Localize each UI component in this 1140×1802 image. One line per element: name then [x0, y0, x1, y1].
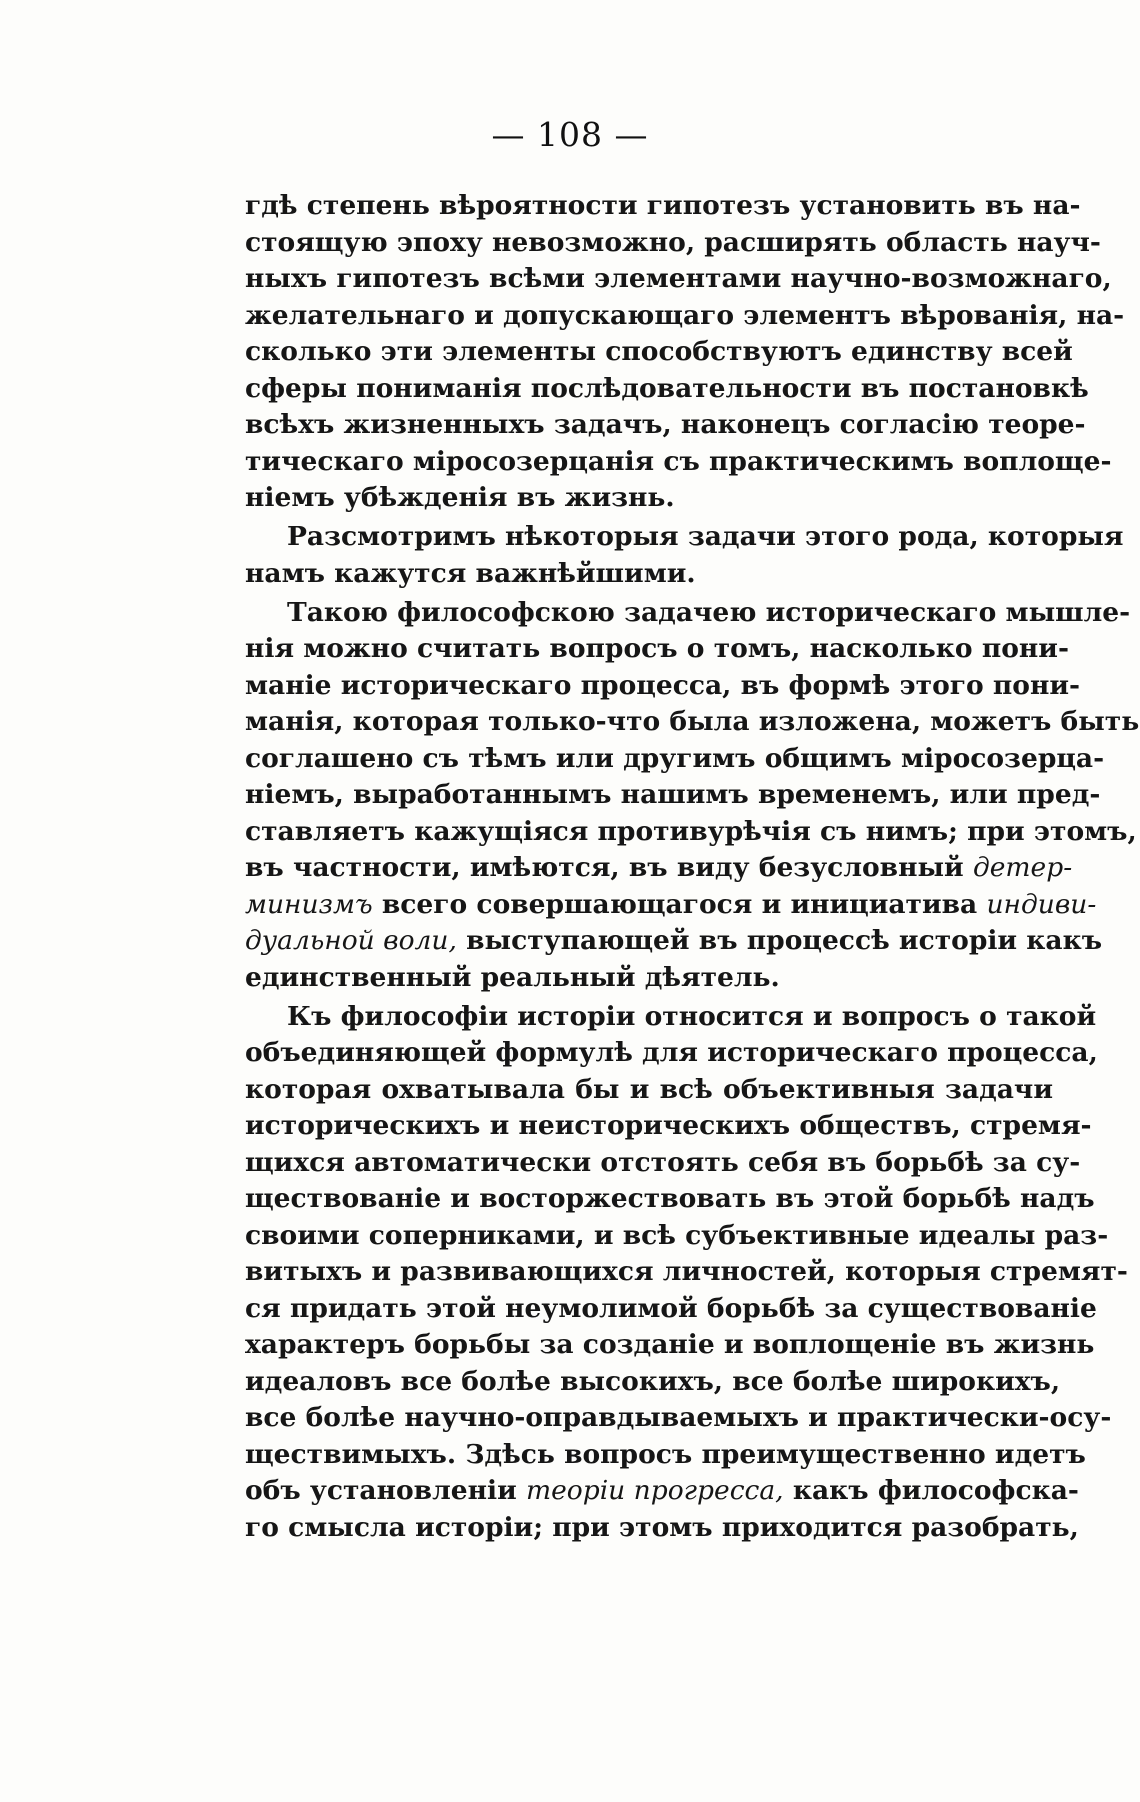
- text-run: своими соперниками, и всѣ субъективные идеалы раз-: [245, 1219, 1109, 1251]
- text-line: [245, 519, 1124, 556]
- text-line: [245, 556, 1053, 593]
- text-line: [245, 298, 1125, 335]
- text-run: какъ философска-: [783, 1475, 1079, 1506]
- text-line: [245, 814, 1137, 851]
- text-run: маніе историческаго процесса, въ формѣ этого пони-: [245, 669, 1081, 701]
- text-run: соглашено съ тѣмъ или другимъ общимъ міросозерца-: [245, 742, 1105, 774]
- text-line: [245, 704, 1140, 741]
- text-run: единственный реальный дѣятель.: [245, 961, 780, 993]
- text-line: [245, 1400, 1112, 1437]
- text-run: сколько эти элементы способствуютъ единству всей: [245, 336, 1073, 367]
- italic-text: индиви-: [986, 888, 1097, 920]
- italic-text: минизмъ: [245, 888, 373, 920]
- text-line: [245, 1473, 1079, 1510]
- text-run: ществимыхъ. Здѣсь вопросъ преимущественно идетъ: [245, 1438, 1086, 1470]
- text-run: объединяющей формулѣ для историческаго процесса,: [245, 1037, 1098, 1068]
- text-line: [245, 480, 1053, 517]
- text-line: [245, 1108, 1092, 1145]
- text-line: [245, 887, 1097, 924]
- text-run: объ установленіи: [245, 1475, 526, 1506]
- text-run: щихся автоматически отстоять себя въ борьбѣ за су-: [245, 1146, 1081, 1178]
- text-line: [245, 225, 1101, 262]
- text-run: ныхъ гипотезъ всѣми элементами научно-возможнаго,: [245, 263, 1112, 294]
- text-line: [245, 1437, 1086, 1474]
- body-text: [245, 188, 1140, 1549]
- text-line: [245, 188, 1081, 225]
- text-line: [245, 631, 1069, 668]
- text-run: ся придать этой неумолимой борьбѣ за существованіе: [245, 1292, 1097, 1324]
- text-run: характеръ борьбы за созданіе и воплощеніе въ жизнь: [245, 1329, 1095, 1360]
- text-line: [245, 1291, 1097, 1328]
- text-line: [245, 1327, 1095, 1364]
- text-run: желательнаго и допускающаго элементъ вѣрованія, на-: [245, 299, 1125, 331]
- text-line: [245, 1072, 1053, 1109]
- paragraph: [245, 519, 1124, 592]
- italic-text: дуальной воли,: [245, 925, 457, 956]
- text-run: витыхъ и развивающихся личностей, которыя стремят-: [245, 1256, 1128, 1287]
- text-line: [245, 1145, 1081, 1182]
- text-run: Къ философіи исторіи относится и вопросъ о такой: [287, 1000, 1097, 1032]
- text-run: го смысла исторіи; при этомъ приходится разобрать,: [245, 1511, 1079, 1543]
- text-line: [245, 261, 1112, 298]
- paragraph: [245, 999, 1128, 1547]
- text-line: [245, 923, 1103, 960]
- text-line: [245, 407, 1086, 444]
- text-run: намъ кажутся важнѣйшими.: [245, 557, 696, 589]
- text-line: [245, 1254, 1128, 1291]
- text-run: стоящую эпоху невозможно, расширять область науч-: [245, 226, 1101, 258]
- text-line: [245, 1510, 1079, 1547]
- text-line: [245, 777, 1101, 814]
- text-line: [245, 444, 1112, 481]
- paragraph: [245, 595, 1140, 997]
- text-run: Разсмотримъ нѣкоторыя задачи этого рода, которыя: [287, 521, 1124, 552]
- text-run: сферы пониманія послѣдовательности въ постановкѣ: [245, 372, 1089, 404]
- paragraph: [245, 188, 1125, 517]
- text-run: тическаго міросозерцанія съ практическимъ воплоще-: [245, 445, 1112, 477]
- text-run: нія можно считать вопросъ о томъ, насколько пони-: [245, 633, 1069, 664]
- text-run: всего совершающагося и инициатива: [372, 888, 987, 920]
- text-line: [245, 371, 1089, 408]
- text-run: Такою философскою задачею историческаго мышле-: [287, 596, 1131, 628]
- text-line: [245, 999, 1097, 1036]
- italic-text: теоріи прогресса,: [525, 1475, 784, 1506]
- text-run: всѣхъ жизненныхъ задачъ, наконецъ согласію теоре-: [245, 409, 1086, 440]
- text-run: въ частности, имѣются, въ виду безусловный: [245, 852, 973, 883]
- text-run: идеаловъ все болѣе высокихъ, все болѣе широкихъ,: [245, 1365, 1061, 1397]
- text-line: [245, 334, 1073, 371]
- text-line: [245, 741, 1105, 778]
- text-line: [245, 960, 1053, 997]
- text-line: [245, 1181, 1095, 1218]
- text-run: ніемъ убѣжденія въ жизнь.: [245, 482, 675, 513]
- text-run: манія, которая только-что была изложена, можетъ быть: [245, 706, 1140, 737]
- text-run: историческихъ и неисторическихъ обществъ, стремя-: [245, 1110, 1092, 1141]
- text-run: ніемъ, выработаннымъ нашимъ временемъ, или пред-: [245, 779, 1101, 810]
- text-line: [245, 1364, 1061, 1401]
- text-line: [245, 1035, 1098, 1072]
- text-run: выступающей въ процессѣ исторіи какъ: [456, 925, 1103, 956]
- text-line: [245, 595, 1131, 632]
- text-run: все болѣе научно-оправдываемыхъ и практически-осу-: [245, 1402, 1112, 1433]
- text-run: ществованіе и восторжествовать въ этой борьбѣ надъ: [245, 1183, 1095, 1214]
- text-line: [245, 1218, 1109, 1255]
- italic-text: детер-: [972, 852, 1073, 883]
- text-line: [245, 850, 1073, 887]
- page-number: — 108 —: [491, 115, 649, 154]
- text-run: ставляетъ кажущіяся противурѣчія съ нимъ; при этомъ,: [245, 815, 1137, 847]
- text-run: которая охватывала бы и всѣ объективныя задачи: [245, 1073, 1053, 1105]
- text-run: гдѣ степень вѣроятности гипотезъ установить въ на-: [245, 190, 1081, 221]
- text-line: [245, 668, 1081, 705]
